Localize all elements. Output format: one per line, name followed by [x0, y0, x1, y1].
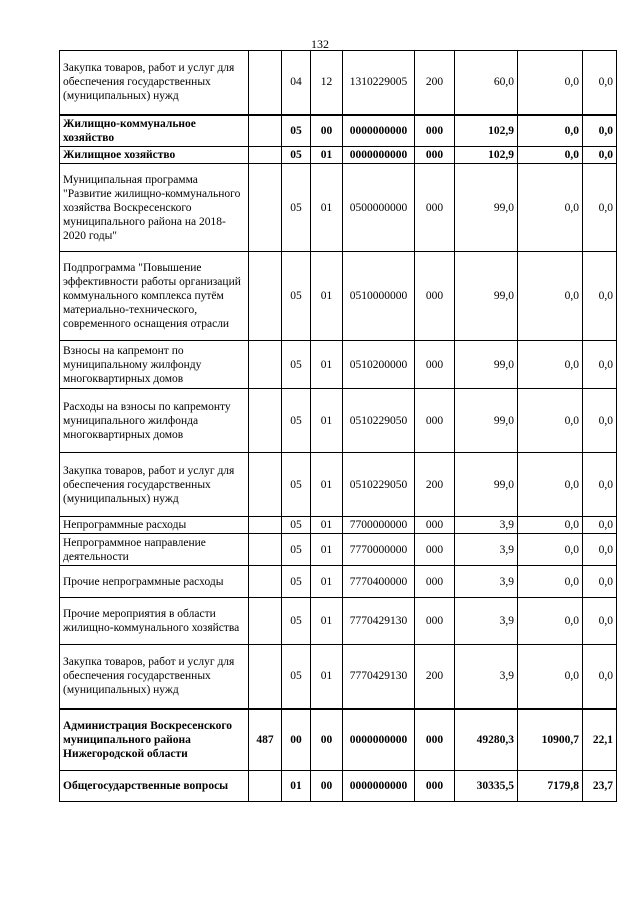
table-row [60, 534, 617, 566]
cell-department-code: 487 [249, 709, 282, 771]
cell-actual: 0,0 [518, 164, 583, 252]
cell-target-article: 7700000000 [343, 517, 415, 534]
cell-subsection: 01 [311, 389, 343, 453]
cell-department-code [249, 566, 282, 598]
budget-table [59, 50, 617, 802]
cell-expense-type: 000 [415, 566, 455, 598]
cell-target-article: 0510229050 [343, 453, 415, 517]
cell-actual: 7179,8 [518, 771, 583, 802]
cell-actual: 0,0 [518, 566, 583, 598]
cell-section: 05 [282, 598, 311, 645]
cell-department-code [249, 598, 282, 645]
cell-plan: 30335,5 [455, 771, 518, 802]
cell-percent: 0,0 [583, 534, 617, 566]
cell-department-code [249, 164, 282, 252]
table-row [60, 598, 617, 645]
cell-expense-type: 000 [415, 252, 455, 341]
table-row [60, 771, 617, 802]
table-row [60, 645, 617, 709]
cell-name: Общегосударственные вопросы [60, 771, 249, 802]
cell-department-code [249, 771, 282, 802]
cell-subsection: 00 [311, 115, 343, 147]
cell-target-article: 7770429130 [343, 645, 415, 709]
cell-percent: 0,0 [583, 341, 617, 389]
cell-section: 05 [282, 115, 311, 147]
cell-name: Закупка товаров, работ и услуг для обеспечения государственных (муниципальных) нужд [60, 51, 249, 115]
cell-target-article: 0000000000 [343, 709, 415, 771]
cell-target-article: 7770000000 [343, 534, 415, 566]
cell-plan: 99,0 [455, 341, 518, 389]
cell-name: Закупка товаров, работ и услуг для обеспечения государственных (муниципальных) нужд [60, 453, 249, 517]
cell-target-article: 0510000000 [343, 252, 415, 341]
cell-subsection: 12 [311, 51, 343, 115]
cell-name: Прочие мероприятия в области жилищно-коммунального хозяйства [60, 598, 249, 645]
cell-actual: 0,0 [518, 252, 583, 341]
cell-name: Подпрограмма "Повышение эффективности работы организаций коммунального комплекса путём материально-технического, современного оснащения отрасли [60, 252, 249, 341]
cell-actual: 0,0 [518, 517, 583, 534]
cell-department-code [249, 252, 282, 341]
cell-target-article: 0000000000 [343, 771, 415, 802]
cell-actual: 0,0 [518, 453, 583, 517]
table-row [60, 341, 617, 389]
cell-percent: 0,0 [583, 645, 617, 709]
cell-expense-type: 200 [415, 453, 455, 517]
cell-expense-type: 000 [415, 534, 455, 566]
cell-expense-type: 000 [415, 598, 455, 645]
cell-percent: 0,0 [583, 517, 617, 534]
cell-section: 05 [282, 645, 311, 709]
cell-actual: 0,0 [518, 645, 583, 709]
cell-department-code [249, 147, 282, 164]
cell-expense-type: 000 [415, 771, 455, 802]
table-row [60, 389, 617, 453]
cell-expense-type: 000 [415, 164, 455, 252]
cell-plan: 60,0 [455, 51, 518, 115]
cell-target-article: 0510200000 [343, 341, 415, 389]
cell-plan: 99,0 [455, 389, 518, 453]
cell-expense-type: 000 [415, 147, 455, 164]
cell-subsection: 01 [311, 534, 343, 566]
cell-actual: 0,0 [518, 534, 583, 566]
table-row [60, 115, 617, 147]
cell-target-article: 0510229050 [343, 389, 415, 453]
cell-name: Взносы на капремонт по муниципальному жилфонду многоквартирных домов [60, 341, 249, 389]
cell-name: Прочие непрограммные расходы [60, 566, 249, 598]
table-row [60, 147, 617, 164]
cell-subsection: 01 [311, 164, 343, 252]
cell-percent: 0,0 [583, 164, 617, 252]
table-row [60, 51, 617, 115]
cell-section: 05 [282, 164, 311, 252]
cell-plan: 3,9 [455, 645, 518, 709]
table-row [60, 453, 617, 517]
cell-plan: 3,9 [455, 566, 518, 598]
cell-percent: 0,0 [583, 389, 617, 453]
cell-section: 05 [282, 566, 311, 598]
cell-target-article: 7770400000 [343, 566, 415, 598]
cell-percent: 0,0 [583, 51, 617, 115]
cell-department-code [249, 115, 282, 147]
cell-subsection: 01 [311, 566, 343, 598]
cell-plan: 99,0 [455, 164, 518, 252]
cell-section: 05 [282, 341, 311, 389]
cell-department-code [249, 517, 282, 534]
cell-name: Муниципальная программа "Развитие жилищно-коммунального хозяйства Воскресенского муниципального района на 2018-2020 годы" [60, 164, 249, 252]
cell-actual: 10900,7 [518, 709, 583, 771]
page-number: 132 [311, 37, 329, 51]
cell-department-code [249, 645, 282, 709]
cell-section: 01 [282, 771, 311, 802]
cell-plan: 3,9 [455, 534, 518, 566]
cell-plan: 3,9 [455, 598, 518, 645]
cell-subsection: 01 [311, 598, 343, 645]
cell-name: Жилищное хозяйство [60, 147, 249, 164]
cell-subsection: 01 [311, 645, 343, 709]
cell-expense-type: 000 [415, 341, 455, 389]
cell-section: 05 [282, 453, 311, 517]
cell-name: Закупка товаров, работ и услуг для обеспечения государственных (муниципальных) нужд [60, 645, 249, 709]
cell-department-code [249, 51, 282, 115]
cell-section: 05 [282, 252, 311, 341]
cell-expense-type: 000 [415, 709, 455, 771]
cell-percent: 0,0 [583, 252, 617, 341]
cell-plan: 102,9 [455, 115, 518, 147]
table-row [60, 709, 617, 771]
cell-subsection: 00 [311, 771, 343, 802]
cell-percent: 0,0 [583, 566, 617, 598]
cell-percent: 0,0 [583, 115, 617, 147]
cell-department-code [249, 534, 282, 566]
cell-plan: 102,9 [455, 147, 518, 164]
cell-plan: 99,0 [455, 453, 518, 517]
cell-department-code [249, 453, 282, 517]
cell-actual: 0,0 [518, 598, 583, 645]
cell-target-article: 0000000000 [343, 147, 415, 164]
cell-plan: 3,9 [455, 517, 518, 534]
cell-name: Непрограммное направление деятельности [60, 534, 249, 566]
cell-actual: 0,0 [518, 51, 583, 115]
cell-target-article: 0000000000 [343, 115, 415, 147]
cell-section: 05 [282, 534, 311, 566]
cell-percent: 22,1 [583, 709, 617, 771]
table-row [60, 252, 617, 341]
cell-actual: 0,0 [518, 341, 583, 389]
cell-section: 04 [282, 51, 311, 115]
cell-subsection: 01 [311, 517, 343, 534]
cell-expense-type: 000 [415, 115, 455, 147]
cell-actual: 0,0 [518, 389, 583, 453]
cell-expense-type: 000 [415, 517, 455, 534]
cell-actual: 0,0 [518, 115, 583, 147]
cell-section: 05 [282, 517, 311, 534]
table-row [60, 517, 617, 534]
table-row [60, 566, 617, 598]
cell-actual: 0,0 [518, 147, 583, 164]
cell-percent: 0,0 [583, 453, 617, 517]
cell-department-code [249, 341, 282, 389]
cell-percent: 23,7 [583, 771, 617, 802]
cell-target-article: 0500000000 [343, 164, 415, 252]
cell-subsection: 00 [311, 709, 343, 771]
cell-plan: 99,0 [455, 252, 518, 341]
table-row [60, 164, 617, 252]
cell-name: Расходы на взносы по капремонту муниципального жилфонда многоквартирных домов [60, 389, 249, 453]
cell-expense-type: 000 [415, 389, 455, 453]
cell-subsection: 01 [311, 252, 343, 341]
cell-target-article: 7770429130 [343, 598, 415, 645]
cell-section: 00 [282, 709, 311, 771]
cell-subsection: 01 [311, 147, 343, 164]
cell-expense-type: 200 [415, 51, 455, 115]
cell-section: 05 [282, 147, 311, 164]
cell-section: 05 [282, 389, 311, 453]
cell-subsection: 01 [311, 341, 343, 389]
cell-expense-type: 200 [415, 645, 455, 709]
cell-plan: 49280,3 [455, 709, 518, 771]
cell-percent: 0,0 [583, 598, 617, 645]
cell-subsection: 01 [311, 453, 343, 517]
cell-name: Жилищно-коммунальное хозяйство [60, 115, 249, 147]
cell-name: Администрация Воскресенского муниципального района Нижегородской области [60, 709, 249, 771]
cell-percent: 0,0 [583, 147, 617, 164]
cell-name: Непрограммные расходы [60, 517, 249, 534]
cell-department-code [249, 389, 282, 453]
cell-target-article: 1310229005 [343, 51, 415, 115]
